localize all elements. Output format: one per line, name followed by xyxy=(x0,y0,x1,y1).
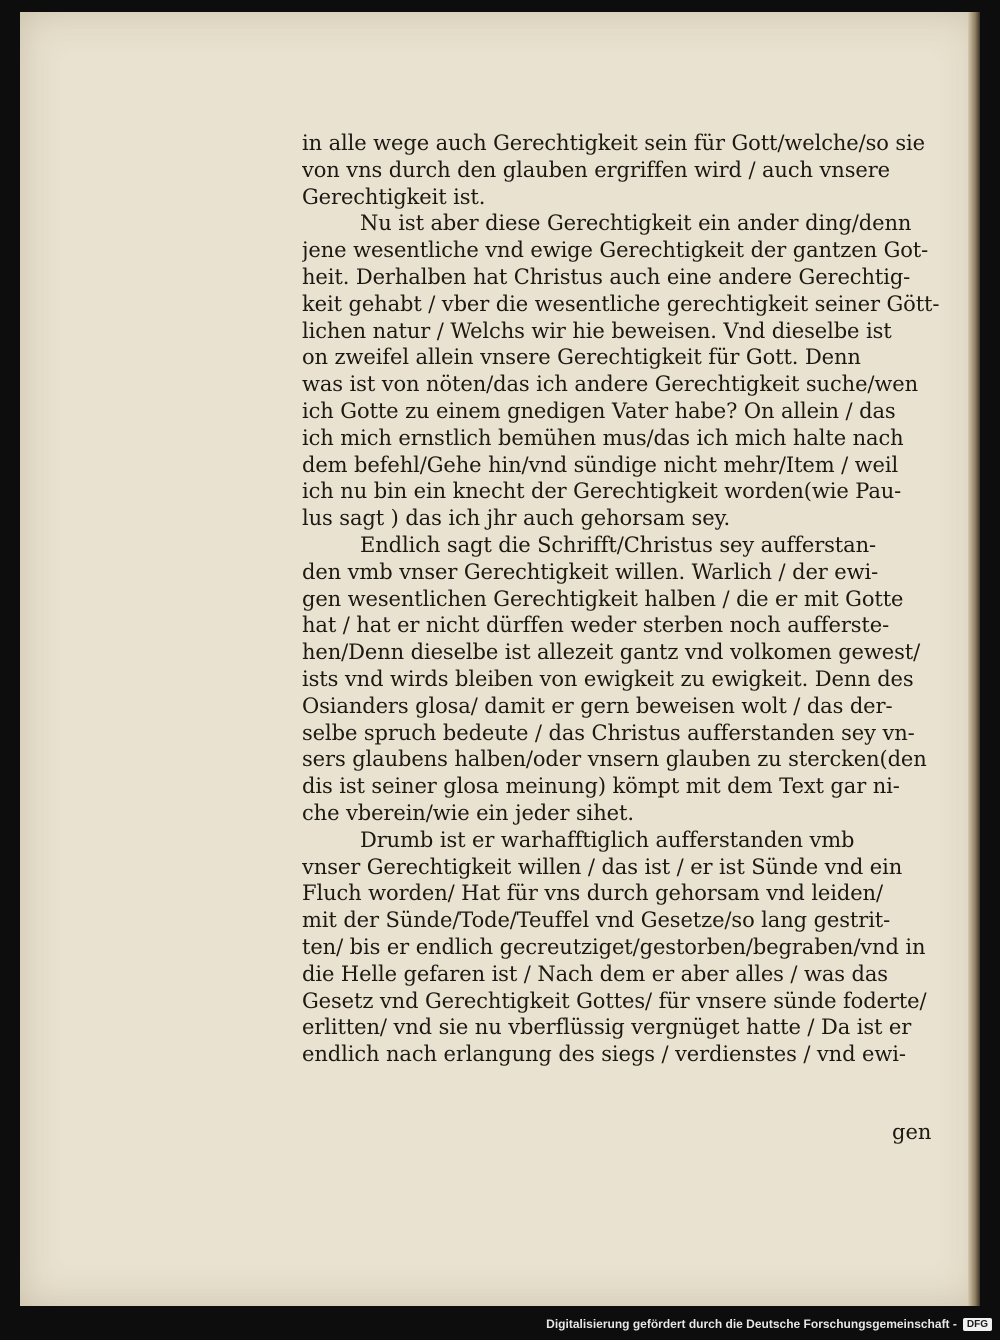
text-line: dem befehl/Gehe hin/vnd sündige nicht mehr/Item / weil xyxy=(302,452,899,477)
text-line: in alle wege auch Gerechtigkeit sein für Gott/welche/so sie xyxy=(302,131,925,155)
text-line: Nu ist aber diese Gerechtigkeit ein ander ding/denn xyxy=(360,211,912,236)
text-line: ich Gotte zu einem gnedigen Vater habe? On allein / das xyxy=(302,398,896,423)
text-line: Fluch worden/ Hat für vns durch gehorsam vnd leiden/ xyxy=(302,881,883,906)
text-line: ists vnd wirds bleiben von ewigkeit zu ewigkeit. Denn des xyxy=(302,666,914,691)
text-line: ich mich ernstlich bemühen mus/das ich mich halte nach xyxy=(302,425,904,450)
text-line: endlich nach erlangung des siegs / verdienstes / vnd ewi- xyxy=(302,1042,906,1067)
dfg-logo: DFG xyxy=(963,1318,992,1331)
text-line: sers glaubens halben/oder vnsern glauben zu stercken(den xyxy=(302,747,927,772)
text-line: ten/ bis er endlich gecreutziget/gestorben/begraben/vnd in xyxy=(302,934,926,959)
text-line: hen/Denn dieselbe ist allezeit gantz vnd volkomen gewest/ xyxy=(302,640,921,665)
text-line: Gerechtigkeit ist. xyxy=(302,184,486,209)
text-line: von vns durch den glauben ergriffen wird / auch vnsere xyxy=(302,157,890,182)
text-line: mit der Sünde/Tode/Teuffel vnd Gesetze/so lang gestrit- xyxy=(302,908,891,933)
funding-credit: Digitalisierung gefördert durch die Deutsche Forschungsgemeinschaft - xyxy=(546,1317,957,1331)
text-line: Drumb ist er warhafftiglich aufferstanden vmb xyxy=(360,827,855,852)
text-line: heit. Derhalben hat Christus auch eine andere Gerechtig- xyxy=(302,264,911,289)
text-line: die Helle gefaren ist / Nach dem er aber alles / was das xyxy=(302,961,888,986)
text-line: che vberein/wie ein jeder sihet. xyxy=(302,800,634,825)
text-line: lichen natur / Welchs wir hie beweisen. Vnd dieselbe ist xyxy=(302,318,892,343)
page-text-block xyxy=(302,130,954,1068)
text-line: gen wesentlichen Gerechtigkeit halben / die er mit Gotte xyxy=(302,586,904,611)
text-line: jene wesentliche vnd ewige Gerechtigkeit der gantzen Got- xyxy=(302,238,929,263)
page-edge-shadow xyxy=(968,12,980,1306)
text-line: vnser Gerechtigkeit willen / das ist / er ist Sünde vnd ein xyxy=(302,854,903,879)
text-line: ich nu bin ein knecht der Gerechtigkeit worden(wie Pau- xyxy=(302,479,902,504)
text-line: Endlich sagt die Schrifft/Christus sey aufferstan- xyxy=(360,532,876,557)
text-line: selbe spruch bedeute / das Christus aufferstanden sey vn- xyxy=(302,720,915,745)
text-line: lus sagt ) das ich jhr auch gehorsam sey. xyxy=(302,506,731,531)
catchword: gen xyxy=(892,1120,932,1144)
text-line: keit gehabt / vber die wesentliche gerechtigkeit seiner Gött- xyxy=(302,291,940,316)
text-line: Osianders glosa/ damit er gern beweisen wolt / das der- xyxy=(302,693,893,718)
text-line: hat / hat er nicht dürffen weder sterben noch aufferste- xyxy=(302,613,890,638)
text-line: Gesetz vnd Gerechtigkeit Gottes/ für vnsere sünde foderte/ xyxy=(302,988,927,1013)
text-line: dis ist seiner glosa meinung) kömpt mit dem Text gar ni- xyxy=(302,774,900,799)
text-line: den vmb vnser Gerechtigkeit willen. Warlich / der ewi- xyxy=(302,559,879,584)
footer-bar xyxy=(0,1308,1000,1340)
text-line: on zweifel allein vnsere Gerechtigkeit für Gott. Denn xyxy=(302,345,861,370)
book-page xyxy=(20,12,980,1306)
text-line: was ist von nöten/das ich andere Gerechtigkeit suche/wen xyxy=(302,372,919,397)
text-line: erlitten/ vnd sie nu vberflüssig vergnüget hatte / Da ist er xyxy=(302,1015,912,1040)
